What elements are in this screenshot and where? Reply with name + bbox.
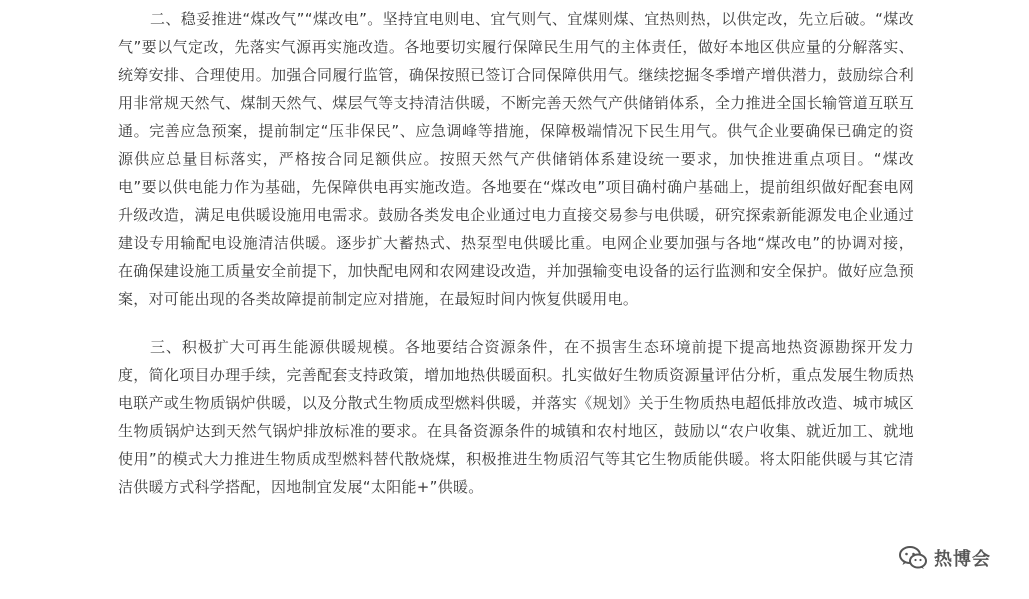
wechat-watermark (896, 543, 997, 573)
paragraph-renewable-heating: 三、积极扩大可再生能源供暖规模。各地要结合资源条件，在不损害生态环境前提下提高地热资源勘探开发力度，简化项目办理手续，完善配套支持政策，增加地热供暖面积。扎实做好生物质资源量评估分析，重点发展生物质热电联产或生物质锅炉供暖，以及分散式生物质成型燃料供暖，并落实《规划》关于生物质热电超低排放改造、城市城区生物质锅炉达到天然气锅炉排放标准的要求。在具备资源条件的城镇和农村地区，鼓励以“农户收集、就近加工、就地使用”的模式大力推进生物质成型燃料替代散烧煤，积极推进生物质沼气等其它生物质能供暖。将太阳能供暖与其它清洁供暖方式科学搭配，因地制宜发展“太阳能+”供暖。 (118, 338, 914, 496)
wechat-icon (898, 545, 928, 571)
paragraph-coal-to-gas-electricity: 二、稳妥推进“煤改气”“煤改电”。坚持宜电则电、宜气则气、宜煤则煤、宜热则热，以供定改，先立后破。“煤改气”要以气定改，先落实气源再实施改造。各地要切实履行保障民生用气的主体责任，做好本地区供应量的分解落实、统筹安排、合理使用。加强合同履行监管，确保按照已签订合同保障供用气。继续挖掘冬季增产增供潜力，鼓励综合利用非常规天然气、煤制天然气、煤层气等支持清洁供暖，不断完善天然气产供储销体系，全力推进全国长输管道互联互通。完善应急预案，提前制定“压非保民”、应急调峰等措施，保障极端情况下民生用气。供气企业要确保已确定的资源供应总量目标落实，严格按合同足额供应。按照天然气产供储销体系建设统一要求，加快推进重点项目。“煤改电”要以供电能力作为基础，先保障供电再实施改造。各地要在“煤改电”项目确村确户基础上，提前组织做好配套电网升级改造，满足电供暖设施用电需求。鼓励各类发电企业通过电力直接交易参与电供暖，研究探索新能源发电企业通过建设专用输配电设施清洁供暖。逐步扩大蓄热式、热泵型电供暖比重。电网企业要加强与各地“煤改电”的协调对接，在确保建设施工质量安全前提下，加快配电网和农网建设改造，并加强输变电设备的运行监测和安全保护。做好应急预案，对可能出现的各类故障提前制定应对措施，在最短时间内恢复供暖用电。 (118, 10, 914, 308)
article-body (118, 5, 914, 501)
watermark-label: 热博会 (934, 549, 991, 570)
